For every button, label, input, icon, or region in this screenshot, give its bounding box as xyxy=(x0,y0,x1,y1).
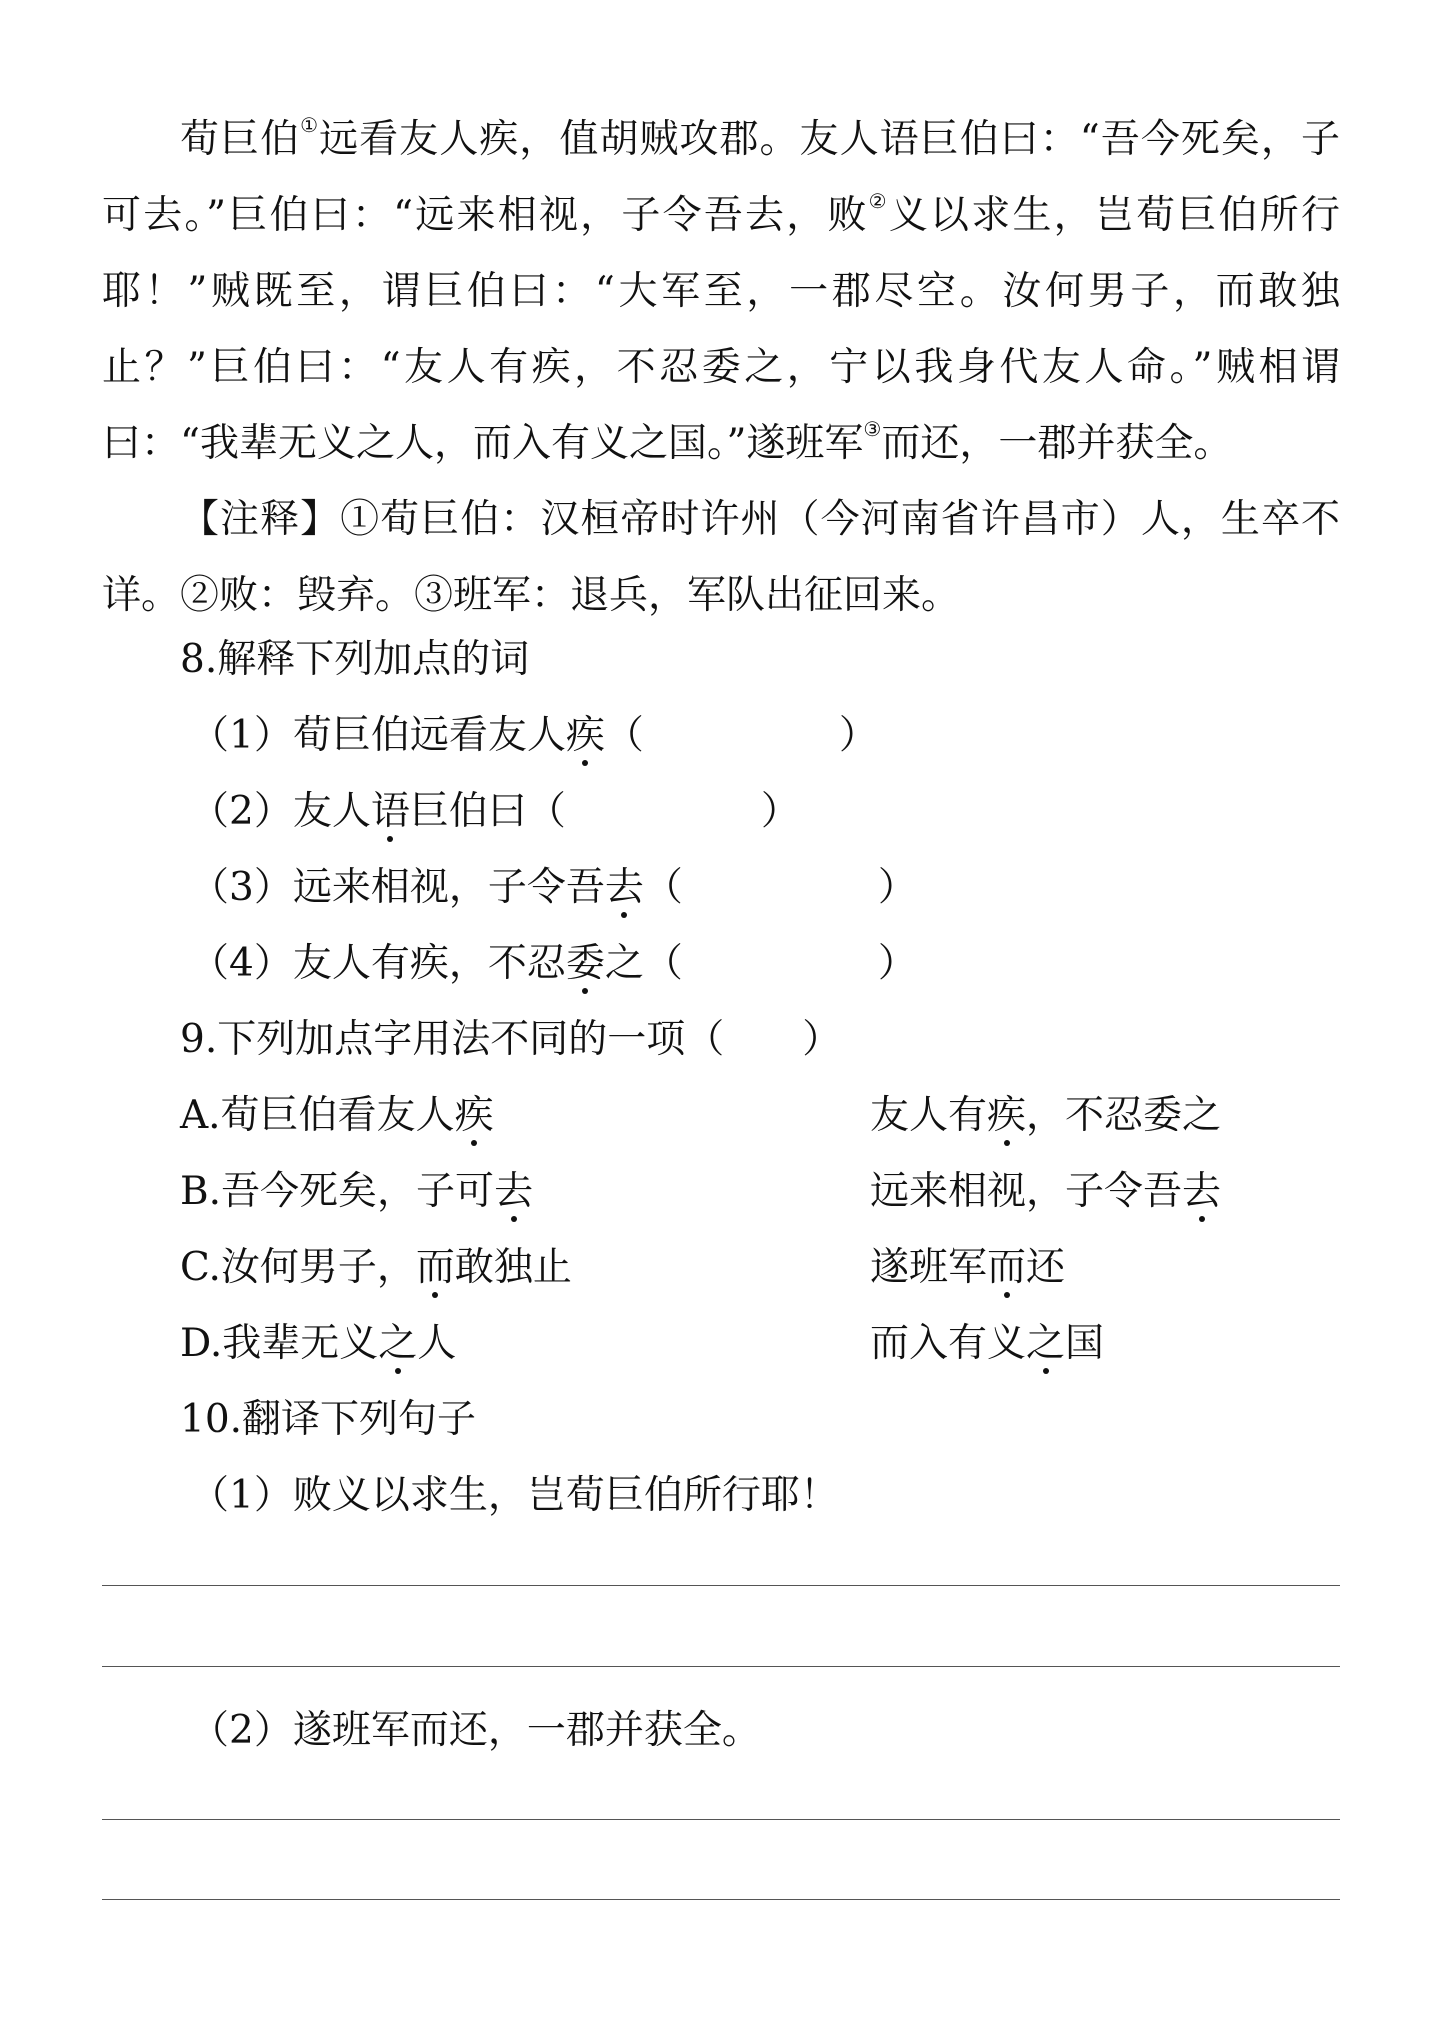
q9-option-c-right xyxy=(870,1243,1065,1293)
passage xyxy=(102,102,1340,482)
annotation-text: 【注释】①荀巨伯：汉桓帝时许州（今河南省许昌市）人，生卒不详。②败：毁弃。③班军：退兵，军队出征回来。 xyxy=(102,497,1340,618)
q8-item-3-dotted-char: 去 xyxy=(604,865,644,910)
answer-line-1[interactable] xyxy=(102,1585,1340,1586)
q9-option-b-left-text: B.吾今死矣，子可 xyxy=(180,1169,495,1214)
q8-item-1 xyxy=(190,711,878,761)
answer-line-2[interactable] xyxy=(102,1666,1340,1667)
q8-item-2-paren-open: （ xyxy=(526,789,566,834)
q8-item-4-text-after: 之 xyxy=(604,941,644,986)
q8-item-1-text: （1）荀巨伯远看友人 xyxy=(190,713,566,758)
q9-option-d-right-text: 而入有义 xyxy=(870,1321,1027,1366)
q9-option-d-left-dotted-char: 之 xyxy=(378,1321,418,1366)
answer-line-4[interactable] xyxy=(102,1899,1340,1900)
q9-option-c-left-dotted-char: 而 xyxy=(415,1245,455,1290)
q9-option-a-right-text: 友人有 xyxy=(870,1093,988,1138)
passage-text-1: 荀巨伯 xyxy=(180,117,301,162)
q9-option-b-right-text: 远来相视，子令吾 xyxy=(870,1169,1183,1214)
q9-option-d[interactable] xyxy=(180,1319,1105,1369)
q9-option-a-left-text: A.荀巨伯看友人 xyxy=(180,1093,455,1138)
annotations xyxy=(102,482,1340,634)
q8-title: 8.解释下列加点的词 xyxy=(180,637,530,682)
q9-option-c-left-text-after: 敢独止 xyxy=(454,1245,572,1290)
q8-item-4-text: （4）友人有疾，不忍 xyxy=(190,941,566,986)
q9-option-b[interactable] xyxy=(180,1167,1222,1217)
footnote-mark-1: ① xyxy=(300,113,320,137)
q8-item-3-paren-close: ） xyxy=(877,865,917,910)
q9-option-c-right-dotted-char: 而 xyxy=(987,1245,1027,1290)
q9-title: 9.下列加点字用法不同的一项（ ） xyxy=(180,1017,842,1062)
q9-option-b-left-dotted-char: 去 xyxy=(494,1169,534,1214)
footnote-mark-2: ② xyxy=(868,189,889,213)
q9-option-d-right xyxy=(870,1319,1104,1369)
q9-option-d-right-text-after: 国 xyxy=(1065,1321,1105,1366)
q9-option-c-right-text: 遂班军 xyxy=(870,1245,988,1290)
answer-line-3[interactable] xyxy=(102,1819,1340,1820)
passage-text-2: 远看友人疾，值胡贼攻郡。友人语巨伯曰：“吾今死矣，子可去。”巨伯曰：“远来相视，子令吾去，败 xyxy=(102,117,1340,238)
q8-item-2 xyxy=(190,787,800,837)
q8-item-2-dotted-char: 语 xyxy=(370,789,410,834)
q9-option-c-left-text: C.汝何男子， xyxy=(180,1245,416,1290)
q9-option-a[interactable] xyxy=(180,1091,1222,1141)
q8-item-1-paren-open: （ xyxy=(604,713,644,758)
q9-option-a-left-dotted-char: 疾 xyxy=(454,1093,494,1138)
q8-item-1-dotted-char: 疾 xyxy=(565,713,605,758)
q10-title: 10.翻译下列句子 xyxy=(180,1397,477,1442)
q9-option-b-right-dotted-char: 去 xyxy=(1182,1169,1222,1214)
q8-item-4 xyxy=(190,939,917,989)
q9-option-b-right xyxy=(870,1167,1221,1217)
q9-option-a-right-text-after: ，不忍委之 xyxy=(1026,1093,1222,1138)
q9-option-c-right-text-after: 还 xyxy=(1026,1245,1066,1290)
q9-option-d-left-text: D.我辈无义 xyxy=(180,1321,379,1366)
q9-option-d-right-dotted-char: 之 xyxy=(1026,1321,1066,1366)
q9-option-c[interactable] xyxy=(180,1243,1066,1293)
footnote-mark-3: ③ xyxy=(863,417,882,441)
q8-item-4-dotted-char: 委 xyxy=(565,941,605,986)
q9-option-d-left-text-after: 人 xyxy=(417,1321,457,1366)
q8-item-2-text: （2）友人 xyxy=(190,789,371,834)
q10-sentence-2: （2）遂班军而还，一郡并获全。 xyxy=(190,1708,761,1753)
q8-item-1-paren-close: ） xyxy=(838,713,878,758)
q8-item-2-paren-close: ） xyxy=(760,789,800,834)
q10-sentence-1: （1）败义以求生，岂荀巨伯所行耶！ xyxy=(190,1473,839,1518)
q9-option-a-right-dotted-char: 疾 xyxy=(987,1093,1027,1138)
q9-option-a-right xyxy=(870,1091,1221,1141)
q8-item-4-paren-close: ） xyxy=(877,941,917,986)
passage-text-4: 而还，一郡并获全。 xyxy=(881,421,1233,466)
passage-text-3: 义以求生，岂荀巨伯所行耶！”贼既至，谓巨伯曰：“大军至，一郡尽空。汝何男子，而敢独止？”巨伯曰：“友人有疾，不忍委之，宁以我身代友人命。”贼相谓曰：“我辈无义之人，而入有义之国。”遂班军 xyxy=(102,193,1340,466)
q8-item-3-text: （3）远来相视，子令吾 xyxy=(190,865,605,910)
q8-item-3-paren-open: （ xyxy=(643,865,683,910)
q8-item-3 xyxy=(190,863,917,913)
q8-item-4-paren-open: （ xyxy=(643,941,683,986)
q8-item-2-text-after: 巨伯曰 xyxy=(409,789,527,834)
